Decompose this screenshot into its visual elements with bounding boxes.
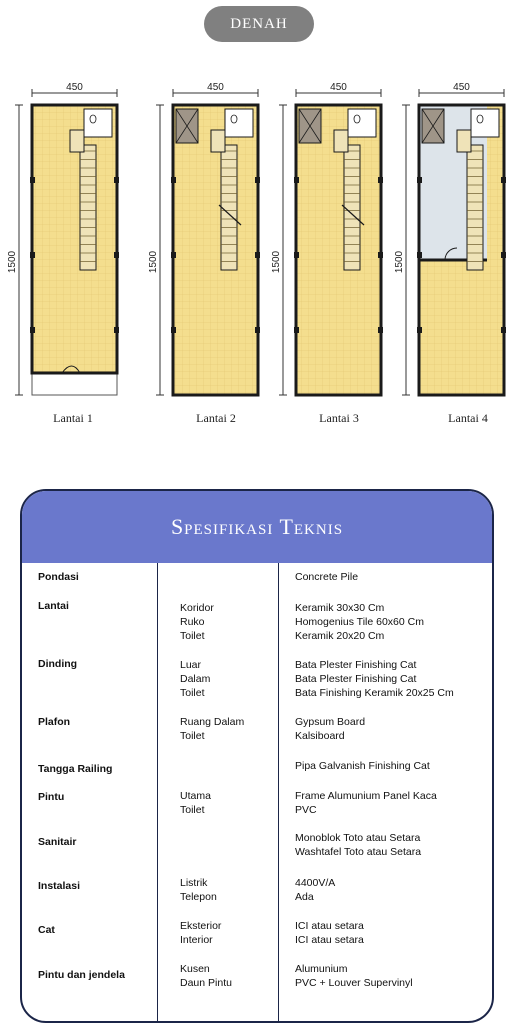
floor-label-3: Lantai 3 xyxy=(319,411,359,425)
spec-value: Homogenius Tile 60x60 Cm xyxy=(295,616,424,628)
height-dimension-label: 1500 xyxy=(271,250,282,274)
stair-landing xyxy=(70,130,84,152)
spec-sub: Daun Pintu xyxy=(180,977,232,989)
column xyxy=(417,252,422,258)
stair-landing xyxy=(334,130,348,152)
stair-landing xyxy=(211,130,225,152)
spec-category: Lantai xyxy=(38,600,69,612)
spec-value: Keramik 20x20 Cm xyxy=(295,630,385,642)
width-dimension-label: 450 xyxy=(453,82,470,93)
toilet-room xyxy=(84,109,112,137)
spec-value: Bata Plester Finishing Cat xyxy=(295,673,417,685)
staircase xyxy=(344,145,360,270)
column xyxy=(30,327,35,333)
spec-value: Monoblok Toto atau Setara xyxy=(295,832,421,844)
column xyxy=(114,177,119,183)
spec-table xyxy=(20,489,494,1023)
column xyxy=(378,252,383,258)
spec-sub: Luar xyxy=(180,659,202,671)
spec-category: Pintu dan jendela xyxy=(38,969,125,981)
width-dimension-label: 450 xyxy=(207,82,224,93)
toilet-room xyxy=(348,109,376,137)
spec-value: Kalsiboard xyxy=(295,730,345,742)
spec-category: Instalasi xyxy=(38,880,81,892)
spec-value: Keramik 30x30 Cm xyxy=(295,602,385,614)
column xyxy=(171,252,176,258)
spec-category: Plafon xyxy=(38,716,71,728)
spec-value: PVC xyxy=(295,804,317,816)
denah-title: DENAH xyxy=(230,15,288,32)
spec-category: Dinding xyxy=(38,658,78,670)
column xyxy=(114,327,119,333)
spec-value: Alumunium xyxy=(295,963,348,975)
column xyxy=(255,252,260,258)
toilet-room xyxy=(471,109,499,137)
column xyxy=(378,177,383,183)
spec-value: Washtafel Toto atau Setara xyxy=(295,846,422,858)
staircase xyxy=(467,145,483,270)
spec-value: Bata Finishing Keramik 20x25 Cm xyxy=(295,687,454,699)
column xyxy=(417,327,422,333)
spec-value: ICI atau setara xyxy=(295,920,364,932)
column xyxy=(294,327,299,333)
spec-sub: Telepon xyxy=(180,891,217,903)
column xyxy=(30,177,35,183)
spec-sub: Toilet xyxy=(180,687,205,699)
spec-category: Sanitair xyxy=(38,836,77,848)
height-dimension-label: 1500 xyxy=(148,250,159,274)
column xyxy=(501,177,506,183)
column xyxy=(171,327,176,333)
column xyxy=(255,177,260,183)
column xyxy=(255,327,260,333)
spec-sub: Eksterior xyxy=(180,920,222,932)
floor-plan-4 xyxy=(394,82,506,395)
column xyxy=(417,177,422,183)
floor-plan-3 xyxy=(271,82,383,395)
spec-sub: Utama xyxy=(180,790,211,802)
spec-sub: Ruko xyxy=(180,616,205,628)
spec-sub: Toilet xyxy=(180,730,205,742)
spec-value: Gypsum Board xyxy=(295,716,366,728)
spec-value: Concrete Pile xyxy=(295,571,359,583)
spec-sub: Toilet xyxy=(180,630,205,642)
stair-landing xyxy=(457,130,471,152)
floor-label-4: Lantai 4 xyxy=(448,411,488,425)
spec-value: 4400V/A xyxy=(295,877,336,889)
staircase xyxy=(80,145,96,270)
column xyxy=(114,252,119,258)
column xyxy=(294,177,299,183)
floor-label-2: Lantai 2 xyxy=(196,411,236,425)
spec-value: ICI atau setara xyxy=(295,934,364,946)
floor-plans xyxy=(0,0,513,440)
spec-sub: Ruang Dalam xyxy=(180,716,245,728)
height-dimension-label: 1500 xyxy=(7,250,18,274)
column-divider xyxy=(157,563,158,1021)
floor-plan-2 xyxy=(148,82,260,395)
spec-value: Frame Alumunium Panel Kaca xyxy=(295,790,437,802)
front-terrace xyxy=(32,373,117,395)
floor-label-1: Lantai 1 xyxy=(53,411,93,425)
column xyxy=(501,327,506,333)
column xyxy=(171,177,176,183)
spec-sub: Listrik xyxy=(180,877,208,889)
spec-value: Ada xyxy=(295,891,314,903)
column xyxy=(378,327,383,333)
spec-sub: Toilet xyxy=(180,804,205,816)
width-dimension-label: 450 xyxy=(66,82,83,93)
spec-category: Cat xyxy=(38,924,55,936)
spec-heading: Spesifikasi Teknis xyxy=(22,491,492,563)
spec-value: Pipa Galvanish Finishing Cat xyxy=(295,760,430,772)
column-divider xyxy=(278,563,279,1021)
spec-value: Bata Plester Finishing Cat xyxy=(295,659,417,671)
spec-sub: Koridor xyxy=(180,602,214,614)
staircase xyxy=(221,145,237,270)
width-dimension-label: 450 xyxy=(330,82,347,93)
spec-value: PVC + Louver Supervinyl xyxy=(295,977,413,989)
height-dimension-label: 1500 xyxy=(394,250,405,274)
floor-plan-1 xyxy=(7,82,119,395)
spec-sub: Interior xyxy=(180,934,213,946)
column xyxy=(294,252,299,258)
spec-sub: Dalam xyxy=(180,673,211,685)
toilet-room xyxy=(225,109,253,137)
spec-category: Pintu xyxy=(38,791,65,803)
column xyxy=(501,252,506,258)
spec-category: Tangga Railing xyxy=(38,763,113,775)
spec-category: Pondasi xyxy=(38,571,79,583)
column xyxy=(30,252,35,258)
spec-sub: Kusen xyxy=(180,963,210,975)
